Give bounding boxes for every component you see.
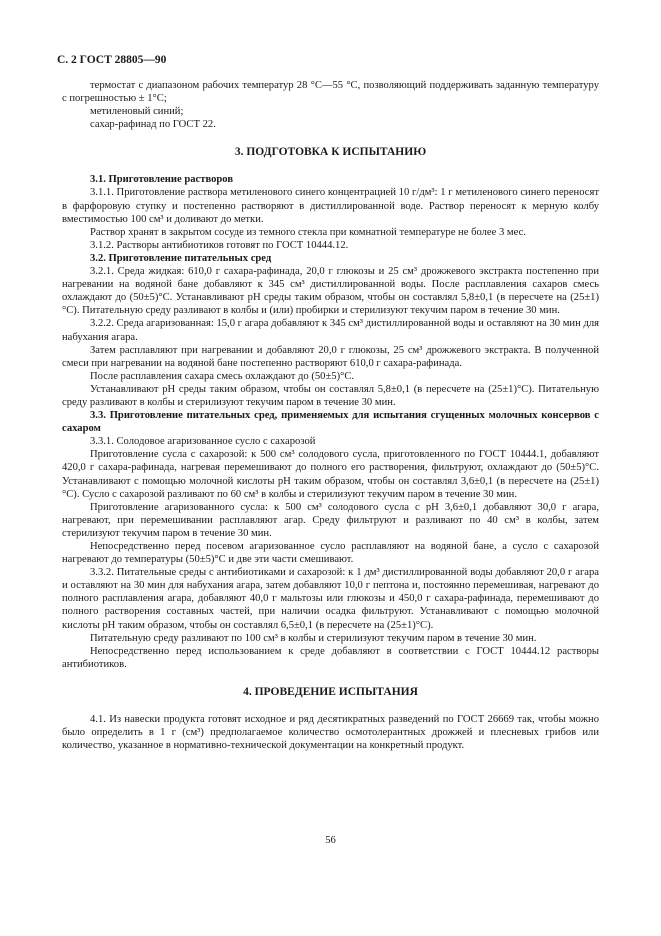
paragraph-3-2-1: 3.2.1. Среда жидкая: 610,0 г сахара-рафинада, 20,0 г глюкозы и 25 см³ дрожжевого экстракта постепенно при нагревании на водяной бане добавляют к 345 см³ дистиллированной воды. После расплавления сахаров смесь охлаждают до (50±5)°С. Устанавливают рН среды таким образом, чтобы он составлял 5,8±0,1 (в пересчете на (25±1)°С). Питательную среду разливают в колбы и (или) пробирки и стерилизуют текучим паром в течение 30 мин. — [62, 266, 599, 317]
page-header: С. 2 ГОСТ 28805—90 — [57, 54, 167, 66]
document-body — [62, 79, 599, 752]
section-3-title: 3. ПОДГОТОВКА К ИСПЫТАНИЮ — [234, 146, 427, 159]
intro-methylene-blue: метиленовый синий; — [90, 106, 184, 118]
paragraph-3-3-1: 3.3.1. Солодовое агаризованное сусло с сахарозой — [90, 436, 316, 448]
subsection-3-2-heading: 3.2. Приготовление питательных сред — [90, 252, 272, 264]
paragraph-3-1-1-storage: Раствор хранят в закрытом сосуде из темного стекла при комнатной температуре не более 3 мес. — [90, 226, 526, 238]
subsection-3-3-heading: 3.3. Приготовление питательных сред, применяемых для испытания сгущенных молочных консервов с сахаром — [62, 410, 599, 435]
paragraph-3-3-2-dispense: Питательную среду разливают по 100 см³ в колбы и стерилизуют текучим паром в течение 30 мин. — [90, 632, 537, 644]
paragraph-3-3-1-wort: Приготовление сусла с сахарозой: к 500 см³ солодового сусла, приготовленного по ГОСТ 10444.1, добавляют 420,0 г сахара-рафинада, нагревая перемешивают до полного его растворения, фильтруют, охлаждают до (50±5)°С. Устанавливают с помощью молочной кислоты рН таким образом, чтобы он составлял 3,6±0,1 (в пересчете на (25±1)°С). Сусло с сахарозой разливают по 60 см³ в колбы и стерилизуют текучим паром в течение 30 мин. — [62, 449, 599, 500]
paragraph-3-1-1: 3.1.1. Приготовление раствора метиленового синего концентрацией 10 г/дм³: 1 г метиленового синего переносят в фарфоровую ступку и постепенно растворяют в дистиллированной воде. Раствор переносят к мерную колбу вместимостью 100 см³ и доливают до метки. — [62, 187, 599, 225]
section-4-title: 4. ПРОВЕДЕНИЕ ИСПЫТАНИЯ — [243, 685, 418, 698]
paragraph-3-3-1-before-seeding: Непосредственно перед посевом агаризованное сусло расплавляют на водяной бане, а сусло с сахарозой нагревают до температуры (50±5)°С и две эти части смешивают. — [62, 541, 599, 566]
page-number: 56 — [325, 835, 336, 846]
paragraph-3-3-2-antibiotics: Непосредственно перед использованием к среде добавляют в соответствии с ГОСТ 10444.12 растворы антибиотиков. — [62, 645, 599, 670]
intro-sugar: сахар-рафинад по ГОСТ 22. — [90, 119, 216, 131]
subsection-3-1-heading: 3.1. Приготовление растворов — [90, 174, 234, 186]
paragraph-3-1-2: 3.1.2. Растворы антибиотиков готовят по ГОСТ 10444.12. — [90, 239, 349, 251]
paragraph-4-1: 4.1. Из навески продукта готовят исходное и ряд десятикратных разведений по ГОСТ 26669 так, чтобы можно было определить в 1 г (см³) предполагаемое количество осмотолерантных дрожжей и плесневых грибов или количество, указанное в нормативно-технической документации на конкретный продукт. — [62, 713, 599, 752]
paragraph-3-2-2-ph: Устанавливают рН среды таким образом, чтобы он составлял 5,8±0,1 (в пересчете на (25±1)°С). Питательную среду разливают в колбы и стерилизуют текучим паром в течение 30 мин. — [62, 383, 599, 408]
paragraph-3-3-1-agar-wort: Приготовление агаризованного сусла: к 500 см³ солодового сусла с рН 3,6±0,1 добавляют 30,0 г агара, нагревают, при перемешивании расплавляют агар. Среду фильтруют и разливают по 40 см³ в колбы, затем стерилизуют текучим паром в течение 30 мин. — [62, 501, 599, 539]
paragraph-3-2-2-cooling: После расплавления сахара смесь охлаждают до (50±5)°С. — [90, 370, 355, 382]
paragraph-3-2-2: 3.2.2. Среда агаризованная: 15,0 г агара добавляют к 345 см³ дистиллированной воды и оставляют на 30 мин для набухания агара. — [62, 318, 599, 343]
intro-thermostat: термостат с диапазоном рабочих температур 28 °С—55 °С, позволяющий поддерживать заданную температуру с погрешностью ± 1°С; — [62, 80, 599, 105]
paragraph-3-3-2: 3.3.2. Питательные среды с антибиотиками и сахарозой: к 1 дм³ дистиллированной воды добавляют 20,0 г агара и оставляют на 30 мин для набухания агара, затем добавляют 10,0 г пептона и, постоянно перемешивая, нагревают до полного расплавления агара, добавляют 40,0 г мальтозы или глюкозы и 450,0 г сахара-рафинада, перемешивают до полного растворения составных частей, при наличии осадка фильтруют. Устанавливают с помощью молочной кислоты рН таким образом, чтобы он составлял 6,5±0,1 (в пересчете на (25±1)°С). — [62, 567, 599, 631]
paragraph-3-2-2-melting: Затем расплавляют при нагревании и добавляют 20,0 г глюкозы, 25 см³ дрожжевого экстракта. В полученной смеси при нагревании на водяной бане постепенно растворяют 610,0 г сахара-рафинада. — [62, 344, 599, 369]
